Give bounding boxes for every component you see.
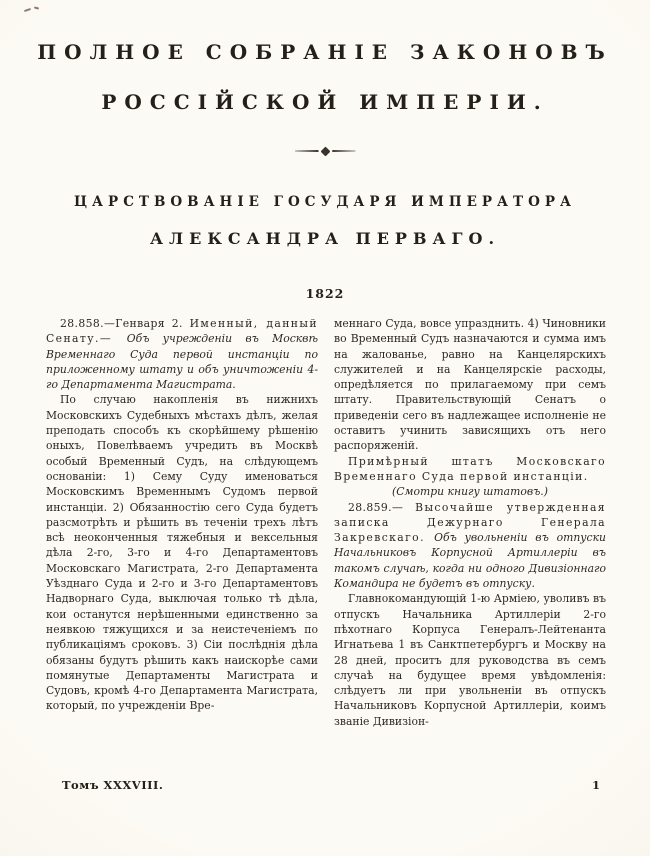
ornament-diamond: [320, 146, 330, 156]
reign-heading-line2: АЛЕКСАНДРА ПЕРВАГО.: [149, 229, 501, 248]
document-title-line1: ПОЛНОЕ СОБРАНІЕ ЗАКОНОВЪ: [37, 40, 613, 64]
volume-label: Томъ XXXVIII.: [62, 778, 164, 792]
law-entry-type: Именный, данный Сенату.—: [46, 317, 318, 346]
page-number: 1: [591, 778, 600, 792]
ornament-right-line: [332, 150, 356, 152]
law-entry-28859-heading: [334, 500, 606, 592]
page-footer: [46, 778, 606, 792]
staff-heading: Примѣрный штатъ Московскаго Временнаго Суда первой инстанціи.: [334, 454, 606, 483]
staff-note: (Смотри книгу штатовъ.): [392, 485, 548, 499]
right-column: [334, 316, 606, 768]
text-columns: [46, 316, 606, 768]
law-entry-number: 28.858.—Генваря 2.: [60, 317, 190, 330]
document-title-line2: РОССІЙСКОЙ ИМПЕРІИ.: [101, 90, 549, 114]
body-paragraph: По случаю накопленія въ нижнихъ Московскихъ Судебныхъ мѣстахъ дѣлъ, желая преподать способъ къ скорѣйшему рѣшенію оныхъ, Повелѣваемъ учредить въ Москвѣ особый Временный Судъ, на слѣдующемъ основаніи: 1) Сему Суду именоваться Московскимъ Временнымъ Судомъ первой инстанціи. 2) Обязанностію сего Суда будетъ разсмотрѣть и рѣшить въ теченіи трехъ лѣтъ всѣ неоконченныя тяжебныя и вексельныя дѣла 2-го, 3-го и 4-го Департаментовъ Московскаго Магистрата, 2-го Департамента Уѣзднаго Суда и 2-го и 3-го Департаментовъ Надворнаго Суда, выключая только тѣ дѣла, кои останутся нерѣшенными единственно за неявкою тяжущихся и за неистеченіемъ по публикаціямъ сроковъ. 3) Сіи послѣднія дѣла обязаны будутъ рѣшить какъ наискорѣе сами помянутые Департаменты Магистрата и Судовъ, кромѣ 4-го Департамента Магистрата, который, по учрежденіи Вре-: [46, 393, 318, 713]
law-entry-type: Высочайше утвержденная записка Дежурнаго Генерала Закревскаго.: [334, 500, 606, 545]
body-paragraph-continuation: меннаго Суда, вовсе упразднить. 4) Чиновники во Временный Судъ назначаются и сумма имъ на жалованье, равно на Канцелярскихъ служителей и на Канцелярскіе расходы, опредѣляется по прилагаемому при семъ штату. Правительствующій Сенатъ о приведеніи сего въ надлежащее исполненіе не оставитъ учинить зависящихъ отъ него распоряженій.: [334, 317, 606, 453]
reign-heading-line1: ЦАРСТВОВАНІЕ ГОСУДАРЯ ИМПЕРАТОРА: [74, 194, 576, 210]
body-paragraph: Главнокомандующій 1-ю Арміею, уволивъ въ отпускъ Начальника Артиллеріи 2-го пѣхотнаго Корпуса Генералъ-Лейтенанта Игнатьева 1 въ Санктпетербургъ и Москву на 28 дней, проситъ для руководства въ семъ случаѣ на будущее время увѣдомленія: слѣдуетъ ли при увольненіи въ отпускъ Начальниковъ Корпусной Артиллеріи, коимъ званіе Дивизіон-: [334, 592, 606, 728]
law-entry-number: 28.859.—: [348, 500, 416, 514]
law-entry-subject: Объ увольненіи въ отпуски Начальниковъ Корпусной Артиллеріи въ такомъ случаѣ, когда ни одного Дивизіоннаго Командира не будетъ въ отпуску.: [334, 531, 606, 591]
left-column: [46, 316, 318, 768]
law-entry-subject: Объ учрежденіи въ Москвѣ Временнаго Суда первой инстанціи по приложенному штату и объ уничтоженіи 4-го Департамента Магистрата.: [46, 332, 318, 392]
ornament-divider-icon: [0, 146, 650, 156]
ink-mark: [24, 6, 40, 15]
ornament-left-line: [295, 150, 319, 152]
law-entry-28858-heading: [46, 316, 318, 392]
year-heading: 1822: [305, 286, 345, 301]
